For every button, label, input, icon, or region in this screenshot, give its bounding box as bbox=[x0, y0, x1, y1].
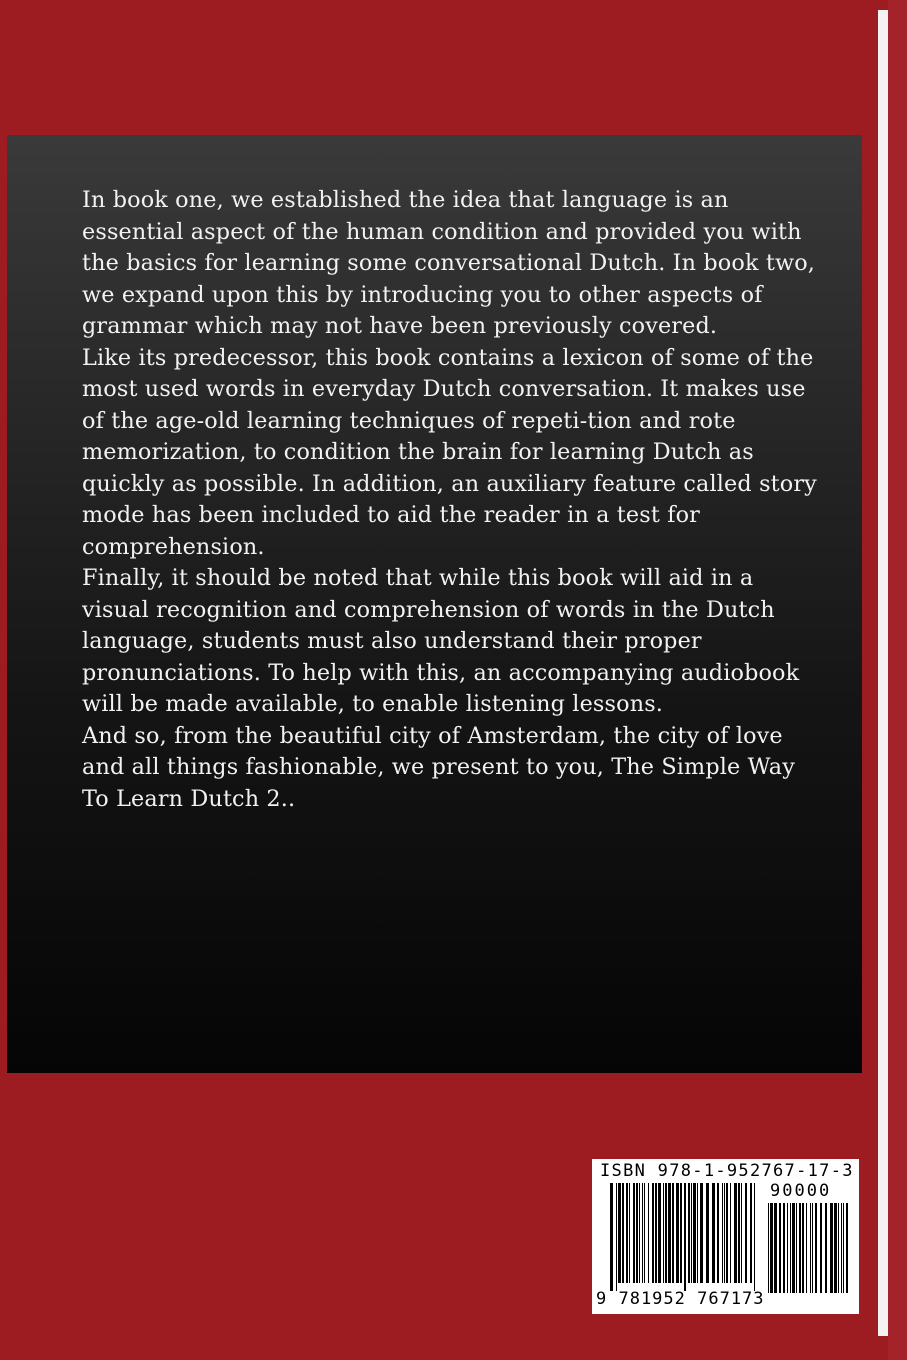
barcode-bar bbox=[810, 1203, 811, 1293]
barcode-bar bbox=[796, 1203, 797, 1293]
barcode-bar bbox=[706, 1183, 709, 1283]
isbn-barcode bbox=[592, 1159, 859, 1314]
barcode-bar bbox=[738, 1183, 740, 1283]
barcode-bar bbox=[787, 1203, 788, 1293]
blurb-paragraph-4: And so, from the beautiful city of Amsterdam, the city of love and all things fashionable, we present to you, The Simple Way To Learn Dutch 2.. bbox=[82, 722, 795, 812]
ean-digits: 9 781952 767173 bbox=[596, 1289, 765, 1309]
barcode-bar bbox=[616, 1183, 617, 1291]
barcode-bar bbox=[663, 1183, 664, 1283]
barcode-bar bbox=[684, 1183, 686, 1291]
barcode-bar bbox=[688, 1183, 690, 1283]
isbn-number: ISBN 978-1-952767-17-3 bbox=[600, 1161, 854, 1181]
barcode-bar bbox=[700, 1183, 703, 1283]
barcode-bar bbox=[806, 1203, 807, 1293]
barcode-bar bbox=[741, 1183, 742, 1283]
barcode-bar bbox=[730, 1183, 731, 1283]
barcode-bar bbox=[652, 1183, 654, 1283]
addon-barcode-bars bbox=[768, 1203, 848, 1301]
barcode-bar bbox=[618, 1183, 621, 1283]
blurb-paragraph-2: Like its predecessor, this book contains a lexicon of some of the most used words in everyday Dutch conversation. It makes use of the age-old learning techniques of repeti-tion and rote memorization, to condition the brain for learning Dutch as quickly as possible. In addition, an auxiliary feature called story mode has been included to aid the reader in a test for comprehension. bbox=[82, 344, 817, 560]
barcode-bar bbox=[754, 1183, 755, 1291]
barcode-bar bbox=[644, 1183, 645, 1283]
barcode-bar bbox=[750, 1183, 752, 1283]
barcode-bar bbox=[665, 1183, 667, 1283]
barcode-bar bbox=[648, 1183, 649, 1283]
barcode-bar bbox=[799, 1203, 801, 1293]
barcode-bar bbox=[642, 1183, 643, 1283]
barcode-bar bbox=[802, 1203, 804, 1293]
barcode-bar bbox=[724, 1183, 725, 1283]
barcode-bar bbox=[658, 1183, 661, 1283]
barcode-bar bbox=[697, 1183, 698, 1283]
ean-barcode-bars bbox=[610, 1183, 758, 1291]
barcode-bar bbox=[734, 1183, 737, 1283]
barcode-bar bbox=[717, 1183, 719, 1283]
barcode-bar bbox=[672, 1183, 674, 1283]
addon-price-code: 90000 bbox=[770, 1181, 832, 1201]
barcode-bar bbox=[812, 1203, 813, 1293]
barcode-bar bbox=[655, 1183, 657, 1283]
barcode-bar bbox=[722, 1183, 723, 1283]
barcode-bar bbox=[626, 1183, 628, 1283]
blurb-panel bbox=[7, 135, 862, 1073]
blurb-text bbox=[82, 185, 822, 815]
barcode-bar bbox=[768, 1203, 769, 1293]
barcode-bar bbox=[820, 1203, 822, 1293]
barcode-bar bbox=[668, 1183, 671, 1283]
barcode-bar bbox=[712, 1183, 715, 1283]
barcode-bar bbox=[774, 1203, 777, 1293]
barcode-bar bbox=[843, 1203, 844, 1293]
barcode-bar bbox=[779, 1203, 781, 1293]
barcode-bar bbox=[790, 1203, 791, 1293]
barcode-bar bbox=[834, 1203, 837, 1293]
barcode-bar bbox=[726, 1183, 728, 1283]
barcode-bar bbox=[815, 1203, 817, 1293]
barcode-bar bbox=[636, 1183, 638, 1283]
barcode-bar bbox=[639, 1183, 640, 1283]
page-edge-strip bbox=[878, 10, 888, 1336]
barcode-bar bbox=[680, 1183, 682, 1283]
barcode-bar bbox=[841, 1203, 842, 1293]
cover-side-edge bbox=[888, 0, 907, 1360]
barcode-bar bbox=[629, 1183, 630, 1283]
blurb-paragraph-3: Finally, it should be noted that while this book will aid in a visual recognition and comprehension of words in the Dutch language, students must also understand their proper pronunciations. To help with this, an accompanying audiobook will be made available, to enable listening lessons. bbox=[82, 565, 800, 717]
barcode-bar bbox=[838, 1203, 839, 1293]
barcode-bar bbox=[830, 1203, 833, 1293]
barcode-bar bbox=[846, 1203, 848, 1293]
barcode-bar bbox=[691, 1183, 692, 1283]
barcode-bar bbox=[792, 1203, 795, 1293]
barcode-bar bbox=[676, 1183, 679, 1283]
barcode-bar bbox=[633, 1183, 635, 1283]
barcode-bar bbox=[745, 1183, 747, 1283]
barcode-bar bbox=[610, 1183, 613, 1291]
barcode-bar bbox=[770, 1203, 773, 1293]
blurb-paragraph-1: In book one, we established the idea that language is an essential aspect of the human condition and provided you with the basics for learning some conversational Dutch. In book two, we expand upon this by introducing you to other aspects of grammar which may not have been previously covered. bbox=[82, 187, 816, 339]
barcode-bar bbox=[825, 1203, 827, 1293]
barcode-bar bbox=[693, 1183, 696, 1283]
barcode-bar bbox=[622, 1183, 624, 1283]
barcode-bar bbox=[783, 1203, 785, 1293]
